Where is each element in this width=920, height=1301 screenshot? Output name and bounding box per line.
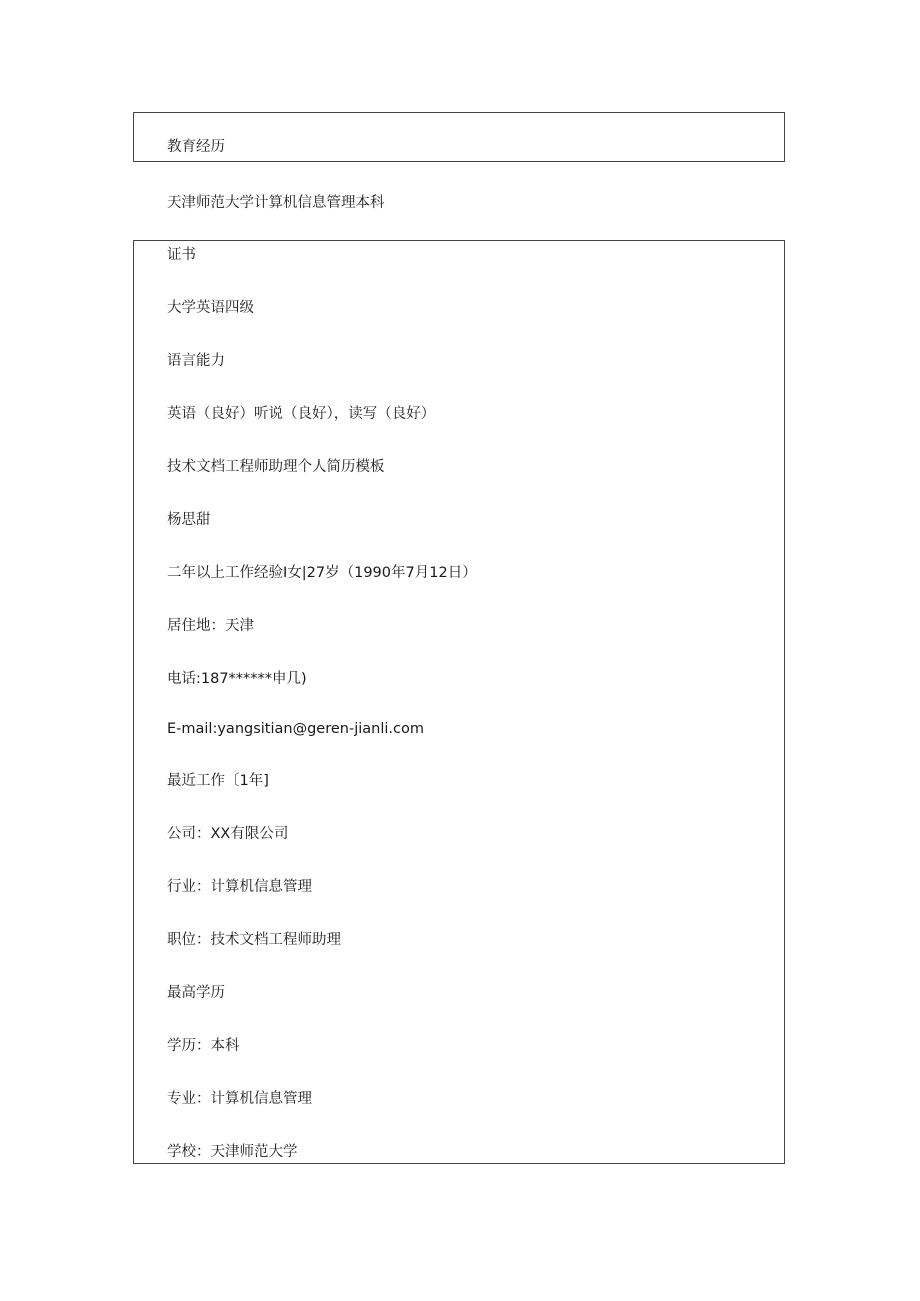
email: E-mail:yangsitian@geren-jianli.com (167, 721, 424, 737)
education-header: 教育经历 (167, 139, 225, 155)
certificate-heading: 证书 (167, 247, 196, 263)
candidate-name: 杨思甜 (167, 512, 211, 528)
school: 学校：天津师范大学 (167, 1144, 298, 1160)
education-section-box (133, 112, 785, 162)
recent-work-heading: 最近工作〔1年] (167, 773, 269, 789)
resume-content-box (133, 240, 785, 1164)
major: 专业：计算机信息管理 (167, 1091, 312, 1107)
industry: 行业：计算机信息管理 (167, 879, 312, 895)
company: 公司：XX有限公司 (167, 826, 289, 842)
phone: 电话:187******申几) (167, 671, 307, 687)
language-heading: 语言能力 (167, 353, 225, 369)
resume-title: 技术文档工程师助理个人简历模板 (167, 459, 385, 475)
position: 职位：技术文档工程师助理 (167, 932, 341, 948)
residence: 居住地：天津 (167, 618, 254, 634)
highest-education-heading: 最高学历 (167, 985, 225, 1001)
certificate-cet4: 大学英语四级 (167, 300, 254, 316)
degree: 学历：本科 (167, 1038, 240, 1054)
language-english: 英语（良好）听说（良好），读写（良好） (167, 406, 436, 422)
candidate-summary: 二年以上工作经验I女|27岁（1990年7月12日） (167, 565, 477, 581)
education-detail: 天津师范大学计算机信息管理本科 (167, 195, 385, 211)
